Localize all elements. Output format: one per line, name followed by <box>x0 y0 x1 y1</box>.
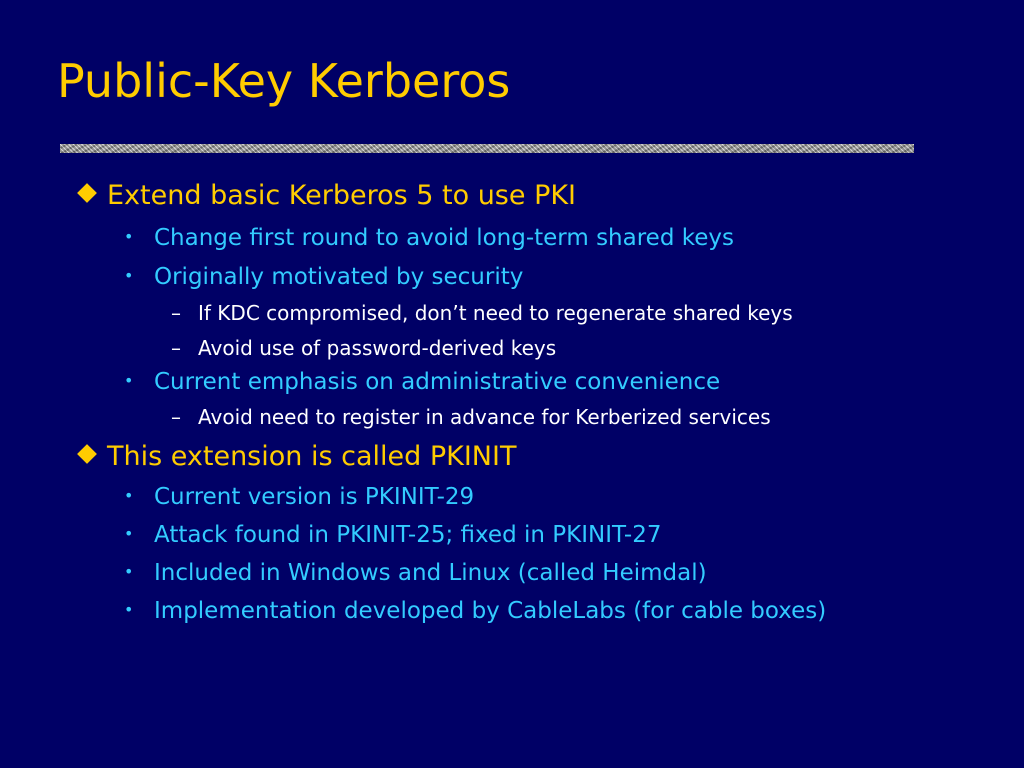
title-divider <box>60 144 914 153</box>
bullet-level-3 <box>171 301 793 325</box>
dot-bullet-icon: • <box>124 562 134 581</box>
bullet-level-2 <box>124 264 523 292</box>
sub-bullet-text: Current emphasis on administrative convenience <box>154 369 721 395</box>
bullet-level-1 <box>76 180 576 212</box>
sub-bullet-text: Current version is PKINIT-29 <box>154 484 475 510</box>
sub-bullet-text: Included in Windows and Linux (called Heimdal) <box>154 560 707 586</box>
dash-bullet-icon: – <box>171 405 181 429</box>
bullet-level-1 <box>76 441 516 473</box>
bullet-level-2 <box>124 560 707 588</box>
dot-bullet-icon: • <box>124 524 134 543</box>
bullet-level-2 <box>124 598 826 626</box>
sub-sub-bullet-text: Avoid need to register in advance for Kerberized services <box>198 405 771 429</box>
bullet-text: This extension is called PKINIT <box>107 441 517 472</box>
diamond-bullet-icon <box>77 444 97 464</box>
sub-sub-bullet-text: If KDC compromised, don’t need to regenerate shared keys <box>198 301 793 325</box>
dot-bullet-icon: • <box>124 371 134 390</box>
bullet-level-2 <box>124 369 720 397</box>
bullet-level-2 <box>124 522 662 550</box>
dot-bullet-icon: • <box>124 227 134 246</box>
dash-bullet-icon: – <box>171 336 181 360</box>
dot-bullet-icon: • <box>124 600 134 619</box>
sub-bullet-text: Change first round to avoid long-term shared keys <box>154 225 734 251</box>
bullet-level-3 <box>171 405 771 429</box>
dot-bullet-icon: • <box>124 266 134 285</box>
sub-sub-bullet-text: Avoid use of password-derived keys <box>198 336 557 360</box>
sub-bullet-text: Originally motivated by security <box>154 264 524 290</box>
dot-bullet-icon: • <box>124 486 134 505</box>
bullet-level-2 <box>124 225 734 253</box>
sub-bullet-text: Implementation developed by CableLabs (for cable boxes) <box>154 598 827 624</box>
bullet-level-2 <box>124 484 474 512</box>
bullet-level-3 <box>171 336 556 360</box>
dash-bullet-icon: – <box>171 301 181 325</box>
bullet-text: Extend basic Kerberos 5 to use PKI <box>107 180 577 211</box>
diamond-bullet-icon <box>77 183 97 203</box>
slide-title: Public-Key Kerberos <box>57 54 511 108</box>
sub-bullet-text: Attack found in PKINIT-25; fixed in PKINIT-27 <box>154 522 662 548</box>
